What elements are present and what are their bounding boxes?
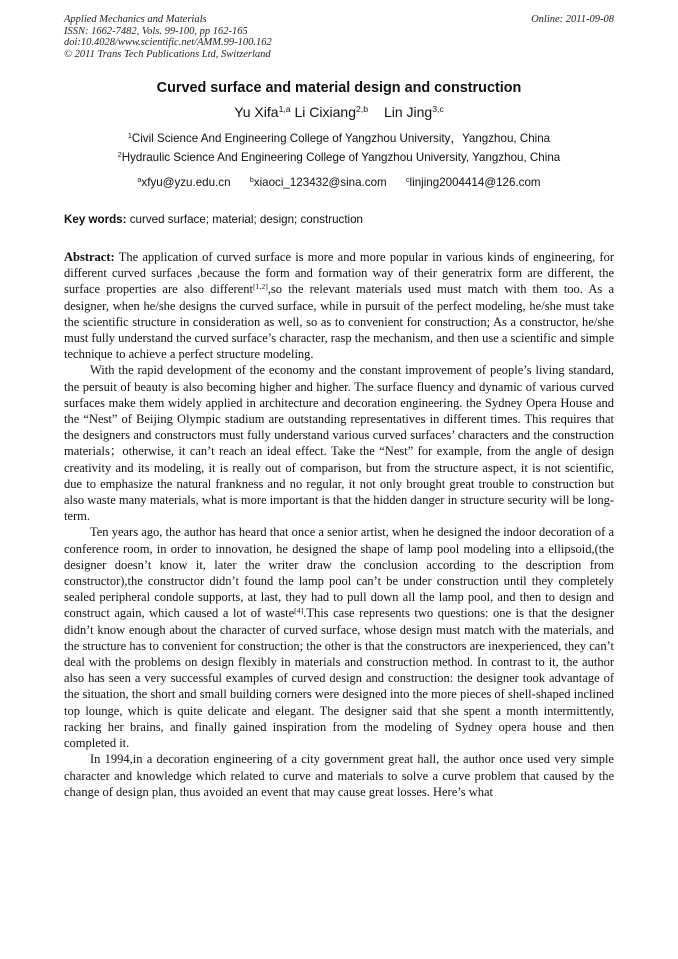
keywords <box>64 213 614 227</box>
keywords-text: curved surface; material; design; construction <box>129 213 364 226</box>
paragraph-text-2: .This case represents two questions: one is that the designer didn’t know enough about the character of curved surface, whose design must match with the materials, and the structure has to convenient for construction; the other is that the constructors are inexperienced, they can’t deal with the problems on design flexibly in materials and construction method. In contrast to it, the author also has seen a very successful examples of curved design and construction: the designer took advantage of the situation, the short and small building corners were designed into the more pieces of shell-shaped inclined top lounge, which is quite delicate and elegant. The designer said that she spent a month intermittently, racking her brains, and finally gained inspiration from the modeling of Sydney opera house and then completed it. <box>64 606 614 751</box>
abstract-paragraph <box>64 249 614 362</box>
abstract-text-1: The application of curved surface is more and more popular in various kinds of engineering, for different curved surfaces ,because the form and formation way of their generatrix form are different, the surface properties are also different <box>64 250 615 297</box>
affiliation-2 <box>64 151 614 165</box>
email-superscript: c <box>405 175 410 185</box>
journal-name: Applied Mechanics and Materials <box>64 14 207 25</box>
citation-ref: [4] <box>294 606 304 616</box>
author-superscript: 3,c <box>432 104 444 115</box>
affiliation-text: Civil Science And Engineering College of Yangzhou University，Yangzhou, China <box>131 132 551 145</box>
author-name: Lin Jing <box>383 104 433 120</box>
journal-header <box>64 14 614 60</box>
abstract-text-2: ,so the relevant materials used must match with them too. As a designer, when he/she designs the curved surface, while in pursuit of the perfect modeling, he/she must take the scientific structure in consideration as well, so as to convenient for construction; As a constructor, he/she must fully understand the curved surface’s character, rasp the mechanism, and then use a scientific and simple technique to achieve a perfect structure modeling. <box>64 282 615 362</box>
issn-line: ISSN: 1662-7482, Vols. 99-100, pp 162-165 <box>64 25 248 37</box>
paper-title: Curved surface and material design and construction <box>156 80 522 96</box>
author-name: Yu Xifa <box>234 104 279 120</box>
body-text <box>64 249 614 800</box>
email-address: xfyu@yzu.edu.cn <box>141 176 231 189</box>
email-address: xiaoci_123432@sina.com <box>253 176 387 189</box>
affiliation-text: Hydraulic Science And Engineering College of Yangzhou University, Yangzhou, China <box>121 151 561 164</box>
body-paragraph-3 <box>64 524 614 751</box>
online-date: Online: 2011-09-08 <box>531 14 614 25</box>
doi-line: doi:10.4028/www.scientific.net/AMM.99-100.162 <box>64 37 272 49</box>
affiliation-1 <box>64 132 614 146</box>
paragraph-text-1: Ten years ago, the author has heard that once a senior artist, when he designed the indoor decoration of a conference room, in order to innovation, he designed the shape of lamp pool modeling into a ellipsoid,(the designer doesn’t know it, later the writer draw the conclusion according to the description from constructor),the constructor didn’t found the lamp pool can’t be under construction until they completely sealed peripheral condole supports, at last, they had to pull down all the lamp pool, and then to design and construct again, which caused a lot of waste <box>64 525 614 621</box>
email-list <box>64 176 614 190</box>
email-superscript: b <box>249 175 254 185</box>
abstract-label: Abstract: <box>64 250 115 264</box>
body-paragraph-4: In 1994,in a decoration engineering of a city government great hall, the author once used very simple character and knowledge which related to curve and materials to solve a curve problem that caused by the change of design plan, thus avoided an event that may cause great losses. Here’s what <box>64 752 614 799</box>
author-superscript: 1,a <box>278 104 291 115</box>
author-name: Li Cixiang <box>294 104 356 120</box>
keywords-label: Key words: <box>64 213 127 226</box>
author-list <box>64 104 614 121</box>
email-address: linjing2004414@126.com <box>409 176 541 189</box>
affiliation-superscript: 1 <box>127 131 132 141</box>
citation-ref: [1,2] <box>252 282 268 292</box>
affiliation-superscript: 2 <box>117 150 122 160</box>
email-superscript: a <box>137 175 142 185</box>
copyright-line: © 2011 Trans Tech Publications Ltd, Switzerland <box>64 48 271 60</box>
body-paragraph-2: With the rapid development of the economy and the constant improvement of people’s living standard, the persuit of beauty is also becoming higher and higher. The surface fluency and dynamic of various curved surfaces make them widely applied in architecture and decoration engineering. the Sydney Opera House and the “Nest” of Beijing Olympic stadium are outstanding representatives in different times. This requires that the designers and constructors must fully understand various curved surfaces’ characters and the construction materials；otherwise, it can’t reach an ideal effect. Take the “Nest” for example, from the angle of design creativity and its modeling, it is really out of comparison, but from the structure aspect, it is not scientific, due to emphasize the natural frankness and no regular, it not only brought great trouble to construction but also waste many materials, what is more important is that the hidden danger in structure security will be long-term. <box>64 363 614 524</box>
author-superscript: 2,b <box>356 104 369 115</box>
